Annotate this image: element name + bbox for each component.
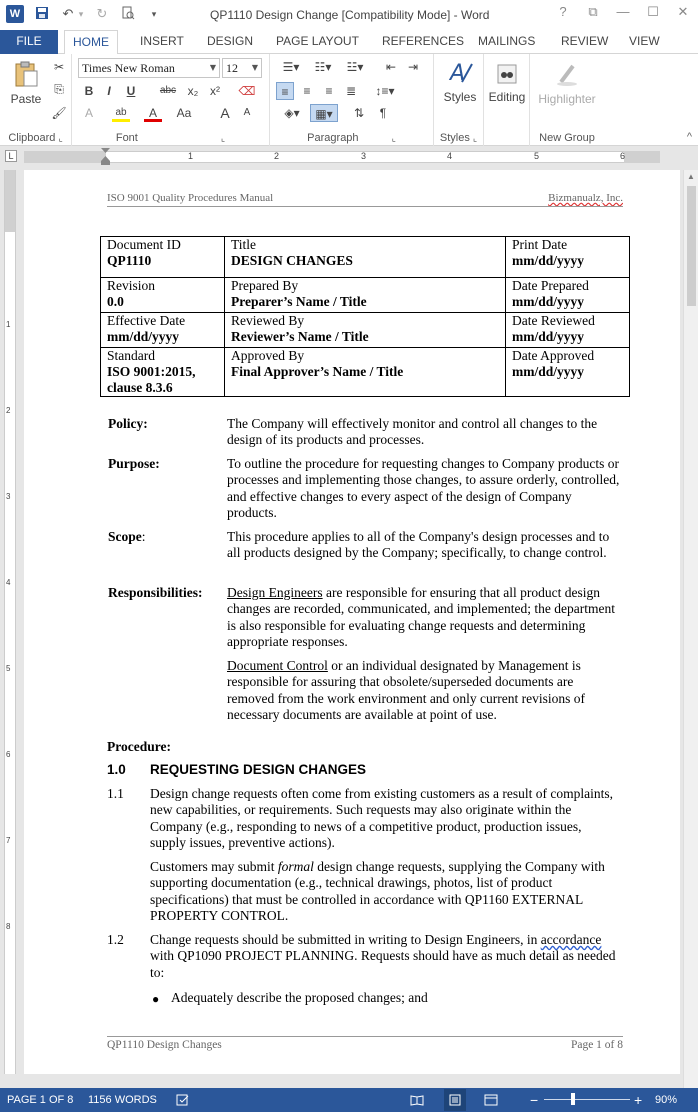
clipboard-group bbox=[0, 54, 72, 146]
scroll-up-icon[interactable]: ▲ bbox=[687, 172, 695, 181]
underline-button[interactable]: U bbox=[126, 84, 136, 98]
table-cell[interactable]: Standard ISO 9001:2015, clause 8.3.6 bbox=[101, 348, 225, 397]
print-layout-icon[interactable] bbox=[444, 1089, 466, 1111]
page-count[interactable]: PAGE 1 OF 8 bbox=[7, 1094, 74, 1106]
table-cell[interactable]: Date Approved mm/dd/yyyy bbox=[506, 348, 630, 397]
zoom-in-button[interactable]: + bbox=[634, 1092, 643, 1108]
table-row bbox=[101, 237, 630, 278]
horizontal-ruler[interactable] bbox=[0, 147, 698, 167]
tab-mailings[interactable]: MAILINGS bbox=[478, 34, 536, 48]
align-center-button[interactable]: ≡ bbox=[303, 84, 311, 98]
indent-marker[interactable] bbox=[101, 148, 110, 166]
paste-icon bbox=[12, 60, 40, 88]
window-controls bbox=[548, 4, 698, 20]
align-right-button[interactable]: ≡ bbox=[325, 84, 333, 98]
read-mode-icon[interactable] bbox=[410, 1089, 424, 1111]
ruler-number: 2 bbox=[274, 151, 280, 161]
print-preview-icon[interactable] bbox=[120, 6, 136, 23]
proofing-icon[interactable] bbox=[176, 1089, 190, 1111]
item-text: Customers may submit formal design change requests, supplying the Company with supporting documentation (e.g., technical drawings, photos, list of product specifications) that must be controlled in accordance with QP1160 EXTERNAL PROPERTY CONTROL. bbox=[150, 859, 605, 923]
collapse-ribbon-icon[interactable]: ^ bbox=[686, 131, 692, 143]
vruler-number: 4 bbox=[6, 578, 11, 587]
zoom-level[interactable]: 90% bbox=[655, 1094, 678, 1106]
save-icon[interactable] bbox=[34, 6, 50, 23]
text-effects-button[interactable]: A bbox=[84, 106, 93, 120]
vruler-number: 3 bbox=[6, 492, 11, 501]
change-case-button[interactable]: Aa bbox=[176, 106, 192, 120]
increase-indent-button[interactable]: ⇥ bbox=[407, 60, 419, 74]
font-color-button[interactable]: A bbox=[144, 104, 162, 122]
ruler-number: 6 bbox=[620, 151, 626, 161]
styles-label-btn: Styles bbox=[443, 90, 477, 104]
tab-file[interactable]: FILE bbox=[0, 30, 58, 54]
tab-review[interactable]: REVIEW bbox=[561, 34, 609, 48]
vruler-number: 5 bbox=[6, 664, 11, 673]
vertical-ruler-margin bbox=[5, 170, 15, 232]
table-cell[interactable]: Reviewed By Reviewer’s Name / Title bbox=[225, 313, 506, 348]
document-control-table bbox=[100, 236, 630, 397]
clear-formatting-icon[interactable]: ⌫ bbox=[238, 84, 256, 98]
purpose-text: To outline the procedure for requesting changes to Company products or processes and implementing those changes, to assure orderly, controlled, and effective changes to every aspect of the design of Company products. bbox=[227, 456, 620, 520]
sort-button[interactable]: ⇅ bbox=[353, 106, 365, 120]
tab-page-layout[interactable]: PAGE LAYOUT bbox=[276, 34, 359, 48]
undo-dropdown-icon[interactable]: ▾ bbox=[78, 8, 84, 19]
borders-button[interactable]: ▦▾ bbox=[310, 104, 338, 122]
section-heading: REQUESTING DESIGN CHANGES bbox=[150, 762, 367, 777]
superscript-button[interactable]: x² bbox=[210, 84, 220, 98]
item-number: 1.2 bbox=[107, 932, 124, 947]
table-cell[interactable]: Document ID QP1110 bbox=[101, 237, 225, 278]
table-cell[interactable]: Date Reviewed mm/dd/yyyy bbox=[506, 313, 630, 348]
document-title: QP1110 Design Change [Compatibility Mode] - Word bbox=[210, 8, 490, 22]
zoom-slider-thumb[interactable] bbox=[571, 1093, 575, 1105]
web-layout-icon[interactable] bbox=[484, 1089, 498, 1111]
clipboard-label: Clipboard ⌞ bbox=[8, 132, 63, 144]
close-icon[interactable]: ✕ bbox=[677, 4, 689, 19]
policy-label: Policy: bbox=[108, 416, 148, 431]
ruler-strip bbox=[24, 151, 660, 163]
help-icon[interactable]: ? bbox=[559, 4, 567, 19]
strikethrough-button[interactable]: abc bbox=[159, 85, 177, 96]
ruler-left-margin bbox=[24, 151, 106, 163]
tab-design[interactable]: DESIGN bbox=[207, 34, 254, 48]
highlighter-icon bbox=[553, 60, 581, 88]
word-count[interactable]: 1156 WORDS bbox=[88, 1094, 157, 1106]
table-cell[interactable]: Approved By Final Approver’s Name / Title bbox=[225, 348, 506, 397]
editing-group bbox=[484, 54, 530, 146]
highlighter-button[interactable] bbox=[532, 60, 602, 106]
styles-icon bbox=[446, 58, 474, 86]
responsibility-design-engineers: Design Engineers are responsible for ensuring that all product design changes are recorded, communicated, and implemented; the department is also responsible for evaluating change requests and determining appropriate responses. bbox=[227, 585, 615, 649]
multilevel-list-button[interactable]: ☳▾ bbox=[346, 60, 364, 74]
paragraph-group bbox=[270, 54, 434, 146]
responsibilities-label: Responsibilities: bbox=[108, 585, 203, 600]
subscript-button[interactable]: x₂ bbox=[187, 84, 199, 98]
table-row bbox=[101, 278, 630, 313]
binoculars-icon bbox=[495, 62, 519, 86]
title-bar bbox=[0, 0, 698, 30]
cut-icon[interactable]: ✂ bbox=[53, 60, 65, 74]
undo-icon[interactable]: ↶ bbox=[62, 6, 74, 21]
customize-qat-icon[interactable]: ▾ bbox=[151, 8, 157, 19]
shrink-font-button[interactable]: A bbox=[243, 107, 251, 118]
shading-button[interactable]: ◈▾ bbox=[284, 106, 300, 120]
footer-left: QP1110 Design Changes bbox=[107, 1039, 222, 1051]
zoom-slider-track[interactable] bbox=[544, 1099, 630, 1100]
editing-button[interactable] bbox=[486, 62, 528, 104]
maximize-icon[interactable]: ☐ bbox=[647, 4, 659, 19]
bullet-item: Adequately describe the proposed changes; and bbox=[171, 990, 428, 1005]
table-cell[interactable]: Effective Date mm/dd/yyyy bbox=[101, 313, 225, 348]
font-name-select[interactable]: Times New Roman ▼ bbox=[78, 58, 220, 78]
procedure-label: Procedure: bbox=[107, 739, 171, 754]
footer-rule bbox=[107, 1036, 623, 1037]
vruler-number: 6 bbox=[6, 750, 11, 759]
decrease-indent-button[interactable]: ⇤ bbox=[385, 60, 397, 74]
table-row bbox=[101, 313, 630, 348]
tab-home[interactable]: HOME bbox=[64, 30, 118, 55]
ribbon-tabs bbox=[0, 30, 698, 54]
paragraph-label: Paragraph ⌞ bbox=[307, 132, 396, 144]
tab-insert[interactable]: INSERT bbox=[140, 34, 184, 48]
header-right: Bizmanualz, Inc. bbox=[548, 192, 623, 204]
format-painter-icon[interactable]: 🖌 bbox=[51, 106, 67, 120]
header-rule bbox=[107, 206, 623, 207]
table-cell[interactable]: Revision 0.0 bbox=[101, 278, 225, 313]
ruler-number: 5 bbox=[534, 151, 540, 161]
vruler-number: 8 bbox=[6, 922, 11, 931]
table-cell[interactable]: Print Date mm/dd/yyyy bbox=[506, 237, 630, 278]
scrollbar-thumb[interactable] bbox=[687, 186, 696, 306]
justify-button[interactable]: ≣ bbox=[345, 84, 357, 98]
svg-text:A: A bbox=[450, 61, 466, 86]
line-spacing-button[interactable]: ↕≡▾ bbox=[375, 84, 395, 98]
show-formatting-button[interactable]: ¶ bbox=[379, 106, 387, 120]
word-app-icon[interactable]: W bbox=[6, 5, 24, 23]
bullets-button[interactable]: ☰▾ bbox=[282, 60, 300, 74]
minimize-icon[interactable]: — bbox=[616, 4, 630, 19]
editing-label: Editing bbox=[488, 90, 526, 104]
vertical-ruler[interactable] bbox=[4, 170, 16, 1074]
bullet-icon: ● bbox=[152, 992, 160, 1006]
responsibility-document-control: Document Control or an individual designated by Management is responsible for assuring that obsolete/superseded documents are removed from the work environment and only current revisions of necessary documents are available at point of use. bbox=[227, 658, 586, 722]
ruler-number: 1 bbox=[188, 151, 194, 161]
copy-icon[interactable]: ⎘ bbox=[54, 82, 64, 96]
clipboard-launcher-icon[interactable]: ⌞ bbox=[58, 133, 63, 143]
scope-label: Scope: bbox=[108, 529, 146, 544]
align-left-button[interactable]: ≡ bbox=[276, 82, 294, 100]
vertical-scrollbar[interactable] bbox=[683, 170, 698, 1088]
paragraph-launcher-icon[interactable]: ⌞ bbox=[391, 133, 396, 143]
styles-launcher-icon[interactable]: ⌞ bbox=[472, 133, 478, 143]
grow-font-button[interactable]: A bbox=[220, 105, 230, 121]
status-bar bbox=[0, 1088, 698, 1112]
zoom-out-button[interactable]: − bbox=[530, 1092, 539, 1108]
font-launcher-icon[interactable]: ⌞ bbox=[220, 133, 226, 143]
header-left: ISO 9001 Quality Procedures Manual bbox=[107, 192, 274, 204]
tab-references[interactable]: REFERENCES bbox=[382, 34, 465, 48]
font-size-dropdown-icon: ▼ bbox=[251, 63, 258, 72]
ruler-number: 4 bbox=[447, 151, 453, 161]
paste-label: Paste bbox=[10, 92, 42, 106]
item-text: Change requests should be submitted in writing to Design Engineers, in accordance with QP1090 PROJECT PLANNING. Requests should have as much detail as needed to: bbox=[150, 932, 616, 980]
vruler-number: 2 bbox=[6, 406, 11, 415]
italic-button[interactable]: I bbox=[107, 84, 111, 98]
vruler-number: 1 bbox=[6, 320, 11, 329]
purpose-label: Purpose: bbox=[108, 456, 160, 471]
font-group bbox=[72, 54, 270, 146]
ruler-right-margin bbox=[624, 151, 660, 163]
table-cell[interactable]: Date Prepared mm/dd/yyyy bbox=[506, 278, 630, 313]
quick-access-toolbar bbox=[6, 5, 162, 23]
table-row bbox=[101, 348, 630, 397]
tab-selector-icon[interactable]: L bbox=[5, 150, 17, 162]
styles-group bbox=[434, 54, 484, 146]
vruler-number: 7 bbox=[6, 836, 11, 845]
table-cell[interactable]: Title DESIGN CHANGES bbox=[225, 237, 506, 278]
ribbon bbox=[0, 54, 698, 146]
table-cell[interactable]: Prepared By Preparer’s Name / Title bbox=[225, 278, 506, 313]
font-size-select[interactable]: 12 ▼ bbox=[222, 58, 262, 78]
numbering-button[interactable]: ☷▾ bbox=[314, 60, 332, 74]
document-page[interactable] bbox=[24, 170, 680, 1074]
scope-text: This procedure applies to all of the Company's design processes and to all products designed by the Company; specifically, to change control. bbox=[227, 529, 610, 561]
item-number: 1.1 bbox=[107, 786, 124, 801]
section-number: 1.0 bbox=[107, 762, 126, 777]
policy-text: The Company will effectively monitor and control all changes to the design of its products and processes. bbox=[227, 416, 598, 448]
redo-icon[interactable]: ↻ bbox=[96, 6, 108, 21]
highlighter-label: Highlighter bbox=[538, 92, 596, 106]
font-name-dropdown-icon: ▼ bbox=[209, 63, 216, 72]
ruler-number: 3 bbox=[361, 151, 367, 161]
highlight-button[interactable]: ab bbox=[112, 104, 130, 122]
new-group bbox=[530, 54, 604, 146]
ribbon-display-icon[interactable]: ⧉ bbox=[588, 4, 598, 19]
styles-label: Styles ⌞ bbox=[439, 132, 478, 144]
styles-button[interactable] bbox=[438, 58, 482, 104]
footer-right: Page 1 of 8 bbox=[570, 1039, 623, 1051]
paste-button[interactable] bbox=[6, 60, 46, 106]
tab-view[interactable]: VIEW bbox=[629, 34, 660, 48]
bold-button[interactable]: B bbox=[84, 84, 94, 98]
font-label: Font ⌞ bbox=[115, 132, 226, 144]
new-group-label: New Group bbox=[539, 132, 595, 144]
item-text: Design change requests often come from existing customers as a result of complaints, new capabilities, or requirements. Such requests may also originate within the Company (e.g., responding to news of a competitive product, production issues, supply issues, preventive actions). bbox=[150, 786, 614, 850]
